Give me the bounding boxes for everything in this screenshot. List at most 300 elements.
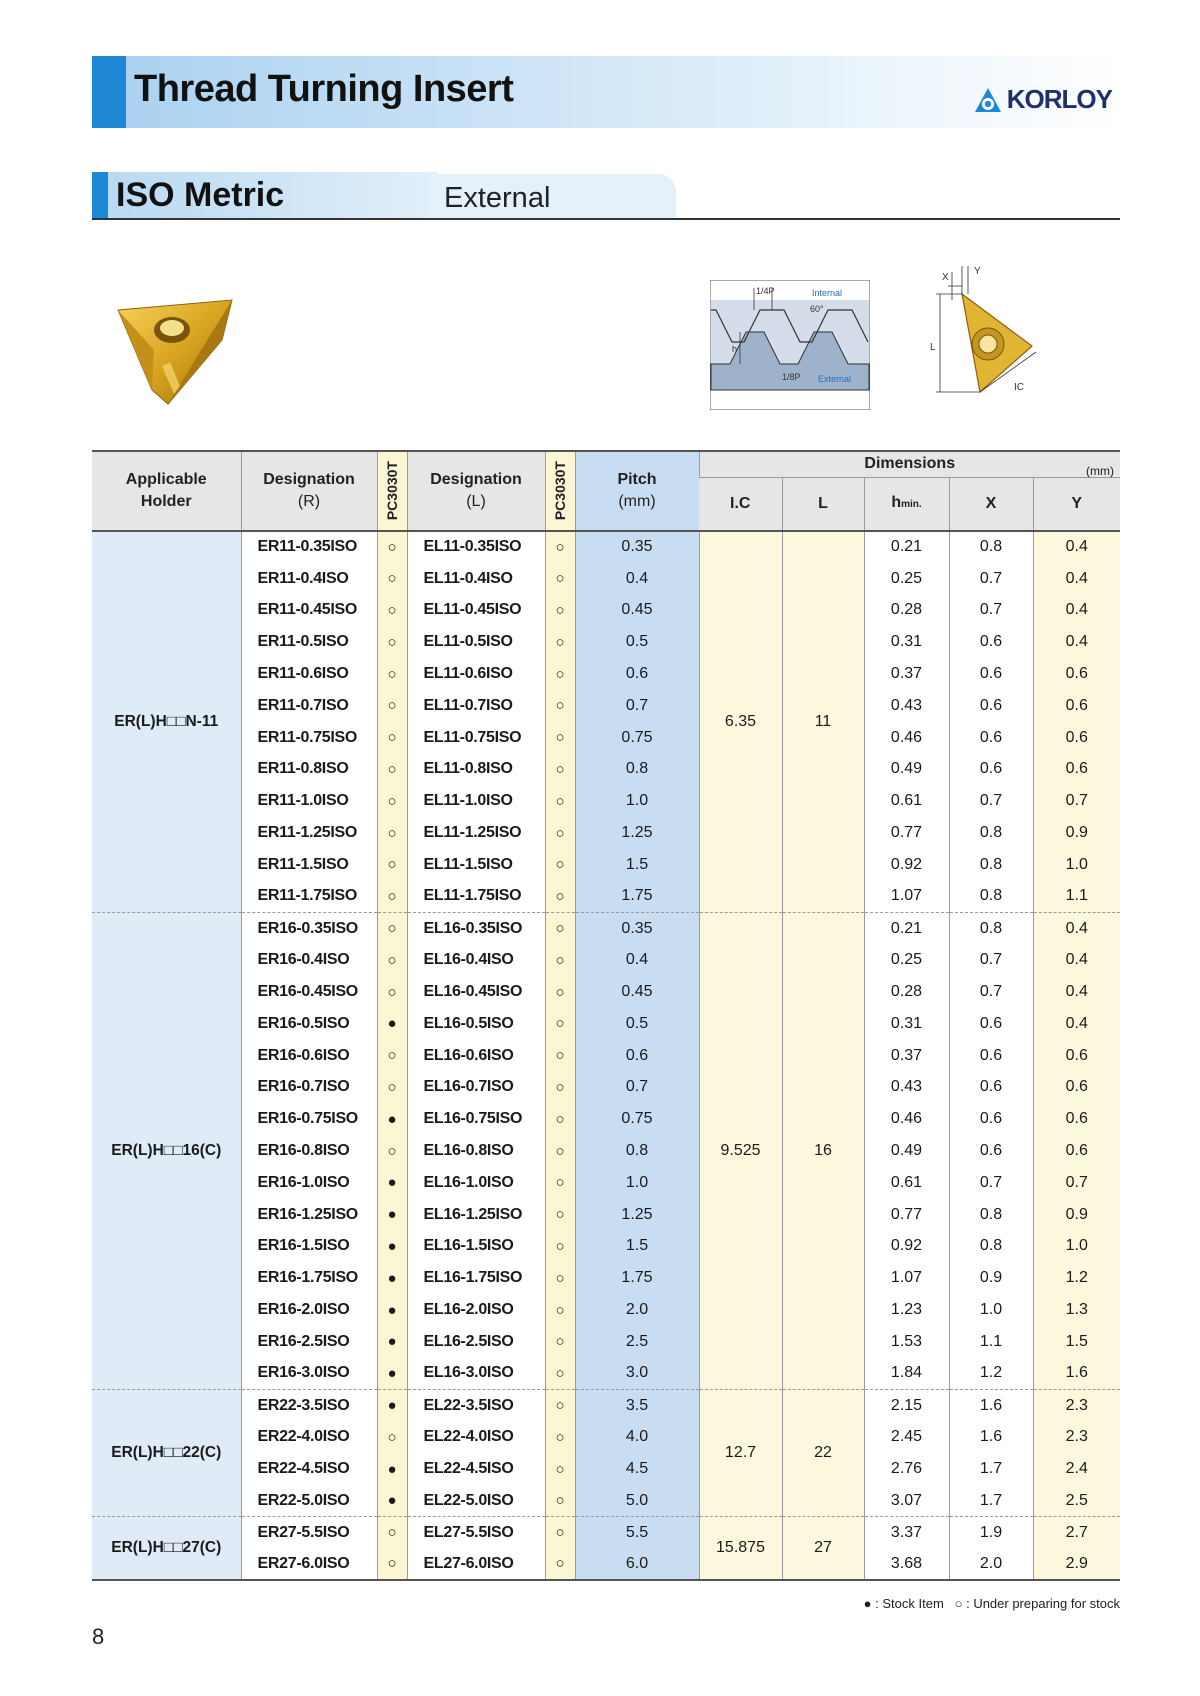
grade-l-cell: ○: [545, 1358, 575, 1390]
designation-l-cell: EL11-0.4ISO: [407, 563, 545, 595]
grade-r-cell: ○: [377, 658, 407, 690]
designation-r-cell: ER11-1.5ISO: [241, 849, 377, 881]
table-row: [92, 913, 1120, 945]
grade-l-cell: ○: [545, 1072, 575, 1104]
table-row: [92, 563, 1120, 595]
designation-l-cell: EL11-0.75ISO: [407, 722, 545, 754]
x-cell: 1.7: [949, 1485, 1033, 1517]
hmin-cell: 0.46: [864, 722, 949, 754]
designation-l-cell: EL16-0.4ISO: [407, 944, 545, 976]
pitch-cell: 0.7: [575, 1072, 699, 1104]
designation-r-cell: ER16-1.5ISO: [241, 1231, 377, 1263]
pitch-cell: 1.75: [575, 881, 699, 913]
y-cell: 0.6: [1033, 1103, 1120, 1135]
table-row: [92, 1199, 1120, 1231]
table-row: [92, 849, 1120, 881]
designation-r-cell: ER27-5.5ISO: [241, 1517, 377, 1549]
grade-r-cell: ○: [377, 754, 407, 786]
hmin-cell: 3.68: [864, 1549, 949, 1581]
designation-r-cell: ER11-0.45ISO: [241, 595, 377, 627]
dimension-diagram: [930, 266, 1070, 418]
pitch-cell: 0.8: [575, 754, 699, 786]
pitch-cell: 0.8: [575, 1135, 699, 1167]
grade-l-cell: ○: [545, 626, 575, 658]
table-row: [92, 1231, 1120, 1263]
grade-r-cell: ○: [377, 595, 407, 627]
grade-l-cell: ○: [545, 1103, 575, 1135]
x-cell: 0.9: [949, 1262, 1033, 1294]
x-cell: 0.8: [949, 1231, 1033, 1263]
grade-r-cell: ○: [377, 531, 407, 563]
grade-l-cell: ○: [545, 1008, 575, 1040]
y-cell: 1.2: [1033, 1262, 1120, 1294]
table-row: [92, 881, 1120, 913]
section-bar: [92, 172, 1120, 220]
korloy-logo-icon: [973, 86, 1003, 114]
pitch-cell: 4.0: [575, 1421, 699, 1453]
hmin-sub: min.: [901, 498, 922, 510]
x-cell: 0.7: [949, 563, 1033, 595]
table-row: [92, 1294, 1120, 1326]
x-cell: 0.6: [949, 658, 1033, 690]
holder-cell: ER(L)H□□16(C): [92, 913, 241, 1390]
designation-l-cell: EL11-1.25ISO: [407, 817, 545, 849]
pitch-cell: 5.0: [575, 1485, 699, 1517]
designation-l-cell: EL16-0.75ISO: [407, 1103, 545, 1135]
grade-r-cell: ○: [377, 1421, 407, 1453]
table-row: [92, 1390, 1120, 1422]
x-cell: 0.6: [949, 1008, 1033, 1040]
x-cell: 0.8: [949, 817, 1033, 849]
grade-l-cell: ○: [545, 1453, 575, 1485]
designation-r-cell: ER16-0.4ISO: [241, 944, 377, 976]
designation-r-cell: ER16-0.7ISO: [241, 1072, 377, 1104]
hmin-cell: 0.46: [864, 1103, 949, 1135]
unit-label: (mm): [1086, 464, 1115, 478]
hmin-cell: 0.28: [864, 595, 949, 627]
title-accent: [92, 56, 126, 128]
ic-cell: 12.7: [699, 1390, 782, 1517]
hmin-cell: 1.07: [864, 881, 949, 913]
dimensions-header: [699, 451, 1120, 477]
grade-l-cell: ○: [545, 849, 575, 881]
designation-r-cell: ER16-3.0ISO: [241, 1358, 377, 1390]
designation-r-cell: ER22-4.0ISO: [241, 1421, 377, 1453]
y-cell: 0.4: [1033, 944, 1120, 976]
ic-header: I.C: [699, 477, 782, 531]
angle-label: 60°: [810, 304, 824, 314]
designation-r-cell: ER16-2.5ISO: [241, 1326, 377, 1358]
designation-r-cell: ER11-0.75ISO: [241, 722, 377, 754]
grade-r-cell: ○: [377, 785, 407, 817]
grade-r-cell: ○: [377, 722, 407, 754]
x-cell: 1.6: [949, 1421, 1033, 1453]
holder-cell: ER(L)H□□27(C): [92, 1517, 241, 1581]
hmin-header: [864, 477, 949, 531]
x-cell: 0.7: [949, 1167, 1033, 1199]
grade-r-cell: ○: [377, 881, 407, 913]
grade-l-cell: ○: [545, 1421, 575, 1453]
pitch-sub: (mm): [618, 493, 656, 510]
table-row: [92, 1421, 1120, 1453]
y-cell: 1.3: [1033, 1294, 1120, 1326]
l-cell: 22: [782, 1390, 864, 1517]
grade-r-cell: ●: [377, 1453, 407, 1485]
designation-l-cell: EL27-5.5ISO: [407, 1517, 545, 1549]
grade-r-cell: ●: [377, 1358, 407, 1390]
pitch-header-text: Pitch: [617, 471, 657, 488]
pitch-cell: 2.5: [575, 1326, 699, 1358]
pitch-cell: 0.75: [575, 1103, 699, 1135]
thread-insert-table: [92, 450, 1120, 1581]
designation-l-cell: EL16-1.25ISO: [407, 1199, 545, 1231]
hmin-cell: 1.84: [864, 1358, 949, 1390]
section-title: ISO Metric: [116, 176, 285, 214]
grade-r-cell: ●: [377, 1167, 407, 1199]
designation-l-cell: EL11-0.5ISO: [407, 626, 545, 658]
l-label: L: [930, 342, 936, 353]
grade-l-cell: ○: [545, 722, 575, 754]
internal-label: Internal: [812, 288, 843, 298]
designation-r-cell: ER16-0.35ISO: [241, 913, 377, 945]
grade-r-cell: ○: [377, 817, 407, 849]
x-label: X: [942, 272, 949, 283]
page-title: Thread Turning Insert: [134, 68, 514, 110]
grade-l-cell: ○: [545, 690, 575, 722]
ic-label: IC: [1014, 382, 1024, 393]
ic-cell: 6.35: [699, 531, 782, 913]
thread-profile-diagram: [710, 280, 870, 410]
grade-l-header-text: PC3030T: [552, 461, 568, 521]
y-cell: 0.9: [1033, 1199, 1120, 1231]
pitch-cell: 1.75: [575, 1262, 699, 1294]
grade-l-cell: ○: [545, 944, 575, 976]
y-cell: 0.4: [1033, 531, 1120, 563]
hmin-cell: 2.45: [864, 1421, 949, 1453]
hmin-cell: 0.43: [864, 690, 949, 722]
hmin-cell: 1.23: [864, 1294, 949, 1326]
pitch-cell: 5.5: [575, 1517, 699, 1549]
hmin-header-text: h: [891, 493, 902, 511]
grade-l-cell: ○: [545, 754, 575, 786]
grade-l-header: [545, 451, 575, 531]
legend-stock: ● : Stock Item: [863, 1596, 944, 1611]
grade-r-cell: ●: [377, 1008, 407, 1040]
legend: [864, 1596, 1120, 1611]
holder-header-text: Applicable Holder: [125, 471, 207, 510]
y-cell: 0.4: [1033, 595, 1120, 627]
grade-r-cell: ●: [377, 1390, 407, 1422]
l-header: L: [782, 477, 864, 531]
table-row: [92, 785, 1120, 817]
y-cell: 0.9: [1033, 817, 1120, 849]
page-number: 8: [92, 1624, 105, 1649]
y-cell: 0.6: [1033, 1135, 1120, 1167]
x-cell: 0.6: [949, 1135, 1033, 1167]
x-cell: 0.7: [949, 944, 1033, 976]
grade-l-cell: ○: [545, 1549, 575, 1581]
grade-l-cell: ○: [545, 1390, 575, 1422]
y-cell: 0.4: [1033, 626, 1120, 658]
y-cell: 1.1: [1033, 881, 1120, 913]
hmin-cell: 0.31: [864, 1008, 949, 1040]
table-row: [92, 1326, 1120, 1358]
hmin-cell: 2.15: [864, 1390, 949, 1422]
designation-r-cell: ER22-4.5ISO: [241, 1453, 377, 1485]
hmin-cell: 3.07: [864, 1485, 949, 1517]
pitch-cell: 0.6: [575, 658, 699, 690]
grade-l-cell: ○: [545, 881, 575, 913]
y-header: Y: [1033, 477, 1120, 531]
designation-l-cell: EL16-3.0ISO: [407, 1358, 545, 1390]
x-cell: 1.9: [949, 1517, 1033, 1549]
grade-l-cell: ○: [545, 1294, 575, 1326]
designation-r-cell: ER11-0.5ISO: [241, 626, 377, 658]
section-title-box: [108, 172, 438, 218]
x-cell: 0.8: [949, 913, 1033, 945]
table-row: [92, 1517, 1120, 1549]
y-cell: 0.4: [1033, 913, 1120, 945]
hmin-cell: 0.92: [864, 1231, 949, 1263]
x-cell: 1.0: [949, 1294, 1033, 1326]
hmin-cell: 0.43: [864, 1072, 949, 1104]
designation-r-cell: ER11-0.35ISO: [241, 531, 377, 563]
hmin-cell: 3.37: [864, 1517, 949, 1549]
hmin-cell: 0.25: [864, 563, 949, 595]
l-cell: 27: [782, 1517, 864, 1581]
pitch-cell: 1.25: [575, 817, 699, 849]
grade-r-cell: ○: [377, 1549, 407, 1581]
section-subtitle: External: [444, 182, 551, 214]
designation-l-cell: EL22-3.5ISO: [407, 1390, 545, 1422]
designation-r-cell: ER16-0.8ISO: [241, 1135, 377, 1167]
x-cell: 0.6: [949, 722, 1033, 754]
hmin-cell: 0.49: [864, 754, 949, 786]
hmin-cell: 0.61: [864, 785, 949, 817]
x-cell: 0.7: [949, 595, 1033, 627]
x-cell: 1.6: [949, 1390, 1033, 1422]
y-cell: 0.4: [1033, 1008, 1120, 1040]
designation-r-cell: ER16-1.75ISO: [241, 1262, 377, 1294]
table-row: [92, 722, 1120, 754]
pitch-cell: 0.75: [575, 722, 699, 754]
table-body: [92, 531, 1120, 1580]
x-cell: 1.2: [949, 1358, 1033, 1390]
grade-r-cell: ●: [377, 1199, 407, 1231]
pitch-cell: 0.35: [575, 531, 699, 563]
x-cell: 0.6: [949, 1103, 1033, 1135]
grade-l-cell: ○: [545, 1167, 575, 1199]
y-label: Y: [974, 266, 981, 277]
table-row: [92, 754, 1120, 786]
grade-r-cell: ○: [377, 913, 407, 945]
grade-r-cell: ○: [377, 849, 407, 881]
y-cell: 1.6: [1033, 1358, 1120, 1390]
x-cell: 0.6: [949, 626, 1033, 658]
designation-r-cell: ER16-0.75ISO: [241, 1103, 377, 1135]
section-subtitle-box: [430, 174, 676, 218]
grade-r-cell: ●: [377, 1326, 407, 1358]
pitch-cell: 1.5: [575, 849, 699, 881]
pitch-cell: 4.5: [575, 1453, 699, 1485]
grade-r-cell: ○: [377, 626, 407, 658]
table-row: [92, 944, 1120, 976]
designation-l-cell: EL16-0.45ISO: [407, 976, 545, 1008]
y-cell: 1.5: [1033, 1326, 1120, 1358]
designation-r-cell: ER16-1.0ISO: [241, 1167, 377, 1199]
grade-r-cell: ○: [377, 563, 407, 595]
table-row: [92, 817, 1120, 849]
designation-r-cell: ER16-1.25ISO: [241, 1199, 377, 1231]
y-cell: 0.4: [1033, 976, 1120, 1008]
designation-l-cell: EL16-1.75ISO: [407, 1262, 545, 1294]
designation-l-cell: EL27-6.0ISO: [407, 1549, 545, 1581]
dimensions-header-text: Dimensions: [864, 455, 956, 473]
legend-preparing: ○ : Under preparing for stock: [954, 1596, 1120, 1611]
grade-r-cell: ●: [377, 1231, 407, 1263]
y-cell: 0.6: [1033, 754, 1120, 786]
grade-l-cell: ○: [545, 1040, 575, 1072]
x-cell: 0.8: [949, 849, 1033, 881]
designation-l-cell: EL16-0.35ISO: [407, 913, 545, 945]
grade-l-cell: ○: [545, 785, 575, 817]
external-label: External: [818, 374, 852, 384]
designation-r-cell: ER22-5.0ISO: [241, 1485, 377, 1517]
holder-header: [92, 451, 241, 531]
table-row: [92, 1008, 1120, 1040]
grade-l-cell: ○: [545, 1262, 575, 1294]
eighth-pitch-label: 1/8P: [782, 372, 801, 382]
table-row: [92, 626, 1120, 658]
grade-r-cell: ○: [377, 1135, 407, 1167]
l-cell: 16: [782, 913, 864, 1390]
table-row: [92, 1135, 1120, 1167]
grade-r-cell: ●: [377, 1262, 407, 1294]
holder-cell: ER(L)H□□22(C): [92, 1390, 241, 1517]
grade-l-cell: ○: [545, 658, 575, 690]
pitch-cell: 0.7: [575, 690, 699, 722]
pitch-cell: 0.45: [575, 595, 699, 627]
korloy-logo: [973, 84, 1112, 115]
x-cell: 0.8: [949, 1199, 1033, 1231]
y-cell: 2.7: [1033, 1517, 1120, 1549]
x-cell: 0.8: [949, 531, 1033, 563]
designation-r-cell: ER11-0.6ISO: [241, 658, 377, 690]
logo-text: KORLOY: [1006, 84, 1112, 114]
y-cell: 0.6: [1033, 1040, 1120, 1072]
hmin-cell: 0.92: [864, 849, 949, 881]
holder-cell: ER(L)H□□N-11: [92, 531, 241, 913]
designation-l-header-text: Designation: [430, 471, 522, 488]
designation-l-cell: EL11-0.45ISO: [407, 595, 545, 627]
table-row: [92, 1167, 1120, 1199]
x-cell: 0.8: [949, 881, 1033, 913]
y-cell: 0.7: [1033, 785, 1120, 817]
l-cell: 11: [782, 531, 864, 913]
table-row: [92, 1072, 1120, 1104]
designation-l-cell: EL11-0.35ISO: [407, 531, 545, 563]
table-row: [92, 595, 1120, 627]
grade-r-cell: ●: [377, 1103, 407, 1135]
hmin-cell: 1.53: [864, 1326, 949, 1358]
designation-l-cell: EL16-0.5ISO: [407, 1008, 545, 1040]
designation-l-cell: EL22-4.5ISO: [407, 1453, 545, 1485]
y-cell: 2.5: [1033, 1485, 1120, 1517]
hmin-cell: 2.76: [864, 1453, 949, 1485]
y-cell: 0.6: [1033, 1072, 1120, 1104]
x-header: X: [949, 477, 1033, 531]
designation-l-cell: EL16-0.6ISO: [407, 1040, 545, 1072]
y-cell: 0.7: [1033, 1167, 1120, 1199]
pitch-cell: 1.25: [575, 1199, 699, 1231]
x-cell: 0.6: [949, 690, 1033, 722]
designation-r-cell: ER11-1.75ISO: [241, 881, 377, 913]
table-row: [92, 1103, 1120, 1135]
pitch-cell: 0.45: [575, 976, 699, 1008]
designation-l-cell: EL16-1.0ISO: [407, 1167, 545, 1199]
designation-l-cell: EL16-0.7ISO: [407, 1072, 545, 1104]
hmin-cell: 0.49: [864, 1135, 949, 1167]
hmin-cell: 0.77: [864, 1199, 949, 1231]
grade-l-cell: ○: [545, 595, 575, 627]
designation-l-cell: EL16-1.5ISO: [407, 1231, 545, 1263]
designation-r-cell: ER11-0.4ISO: [241, 563, 377, 595]
designation-r-cell: ER16-0.5ISO: [241, 1008, 377, 1040]
title-bar: [92, 56, 1120, 128]
grade-l-cell: ○: [545, 1485, 575, 1517]
y-cell: 2.4: [1033, 1453, 1120, 1485]
grade-r-header-text: PC3030T: [384, 461, 400, 521]
section-accent: [92, 172, 108, 218]
pitch-cell: 1.0: [575, 785, 699, 817]
hmin-cell: 1.07: [864, 1262, 949, 1294]
pitch-cell: 0.5: [575, 626, 699, 658]
pitch-cell: 0.35: [575, 913, 699, 945]
designation-r-cell: ER11-0.7ISO: [241, 690, 377, 722]
designation-l-cell: EL11-1.5ISO: [407, 849, 545, 881]
designation-r-header-text: Designation: [263, 471, 355, 488]
table-row: [92, 1040, 1120, 1072]
y-cell: 1.0: [1033, 849, 1120, 881]
grade-r-header: [377, 451, 407, 531]
y-cell: 2.9: [1033, 1549, 1120, 1581]
grade-l-cell: ○: [545, 1231, 575, 1263]
pitch-cell: 0.6: [575, 1040, 699, 1072]
designation-l-cell: EL11-1.75ISO: [407, 881, 545, 913]
y-cell: 1.0: [1033, 1231, 1120, 1263]
grade-l-cell: ○: [545, 1326, 575, 1358]
designation-l-cell: EL22-5.0ISO: [407, 1485, 545, 1517]
designation-l-cell: EL16-2.5ISO: [407, 1326, 545, 1358]
grade-l-cell: ○: [545, 817, 575, 849]
table-row: [92, 1453, 1120, 1485]
table-row: [92, 1549, 1120, 1581]
designation-r-cell: ER16-2.0ISO: [241, 1294, 377, 1326]
designation-r-header: [241, 451, 377, 531]
hmin-cell: 0.28: [864, 976, 949, 1008]
designation-r-cell: ER27-6.0ISO: [241, 1549, 377, 1581]
y-cell: 0.6: [1033, 658, 1120, 690]
grade-r-cell: ○: [377, 690, 407, 722]
pitch-header: [575, 451, 699, 531]
grade-r-cell: ○: [377, 976, 407, 1008]
table-row: [92, 658, 1120, 690]
table-row: [92, 976, 1120, 1008]
table-row: [92, 1485, 1120, 1517]
hmin-cell: 0.31: [864, 626, 949, 658]
designation-r-sub: (R): [297, 493, 321, 510]
hmin-cell: 0.61: [864, 1167, 949, 1199]
